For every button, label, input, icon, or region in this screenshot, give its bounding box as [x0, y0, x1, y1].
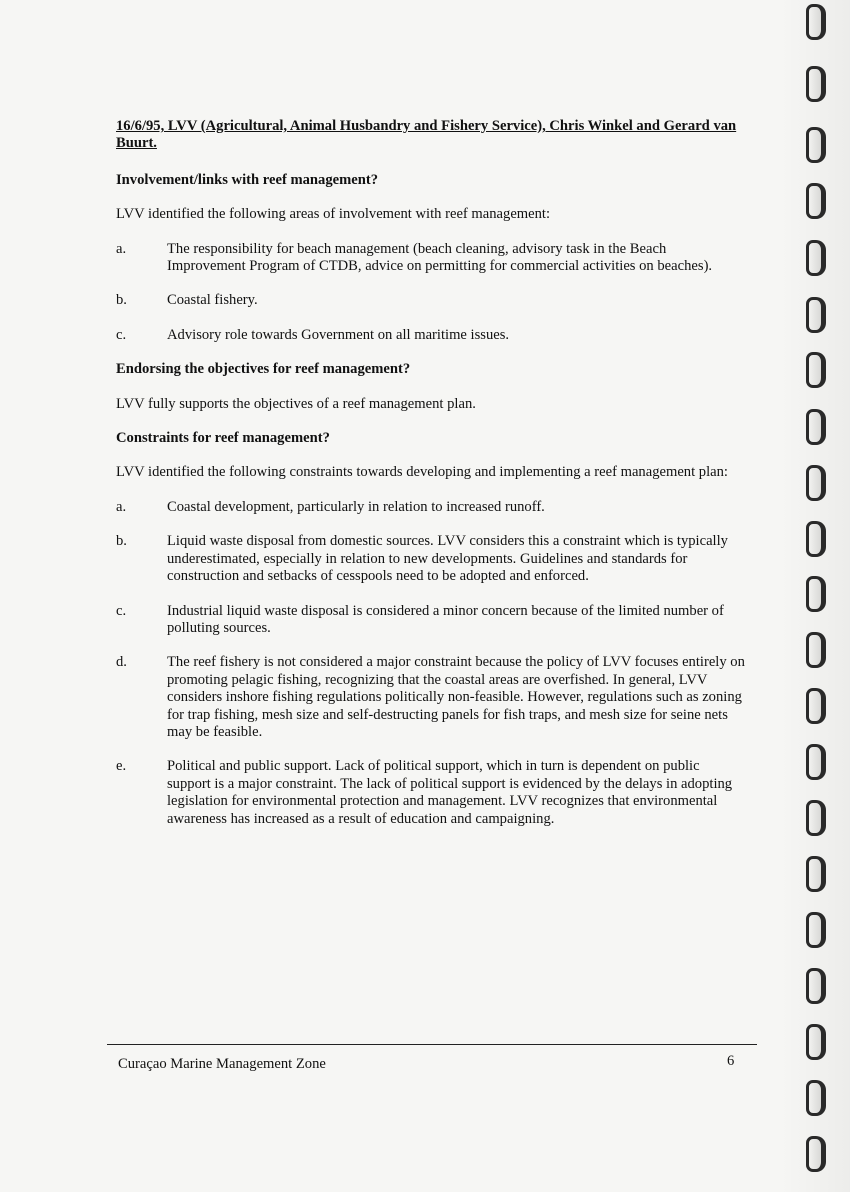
list-item — [116, 292, 746, 309]
binding-ring-icon — [806, 465, 826, 501]
involvement-list — [116, 241, 746, 345]
binding-ring-icon — [806, 688, 826, 724]
list-item-label: b. — [116, 292, 127, 309]
binding-ring-icon — [806, 800, 826, 836]
section-heading-objectives: Endorsing the objectives for reef management? — [116, 361, 411, 378]
binding-ring-icon — [806, 1080, 826, 1116]
list-item — [116, 603, 746, 638]
section-intro-involvement: LVV identified the following areas of involvement with reef management: — [116, 206, 551, 223]
list-item — [116, 327, 746, 344]
binding-ring-icon — [806, 912, 826, 948]
binding-ring-icon — [806, 127, 826, 163]
section-heading-involvement: Involvement/links with reef management? — [116, 171, 378, 188]
spiral-binding — [806, 0, 836, 1192]
list-item-text: The reef fishery is not considered a major constraint because the policy of LVV focuses entirely on promoting pelagic fishing, recognizing that the coastal areas are overfished. In general, LVV considers inshore fishing regulations politically non-feasible. However, regulations such as zoning for trap fishing, mesh size and self-destructing panels for fish traps, and mesh size for seine nets may be feasible. — [167, 654, 745, 740]
list-item-label: b. — [116, 533, 127, 550]
list-item-text: Liquid waste disposal from domestic sources. LVV considers this a constraint which is typically underestimated, especially in relation to new developments. Guidelines and standards for construction and setbacks of cesspools need to be adopted and enforced. — [167, 533, 728, 585]
binding-ring-icon — [806, 4, 826, 40]
list-item-label: d. — [116, 654, 127, 671]
list-item-text: Advisory role towards Government on all maritime issues. — [167, 326, 510, 343]
binding-ring-icon — [806, 632, 826, 668]
list-item-text: Coastal fishery. — [167, 292, 258, 309]
binding-ring-icon — [806, 576, 826, 612]
list-item — [116, 241, 746, 276]
section-intro-constraints: LVV identified the following constraints towards developing and implementing a reef management plan: — [116, 464, 728, 481]
document-body — [116, 118, 746, 845]
binding-ring-icon — [806, 521, 826, 557]
binding-ring-icon — [806, 968, 826, 1004]
binding-ring-icon — [806, 240, 826, 276]
list-item-label: c. — [116, 602, 127, 619]
footer-title: Curaçao Marine Management Zone — [118, 1056, 326, 1072]
list-item-text: Coastal development, particularly in relation to increased runoff. — [167, 498, 545, 515]
binding-ring-icon — [806, 352, 826, 388]
binding-ring-icon — [806, 744, 826, 780]
page-number: 6 — [727, 1053, 735, 1069]
section-intro-objectives: LVV fully supports the objectives of a reef management plan. — [116, 395, 476, 412]
list-item — [116, 499, 746, 516]
list-item — [116, 758, 746, 828]
document-title: 16/6/95, LVV (Agricultural, Animal Husbandry and Fishery Service), Chris Winkel and Gerard van Buurt. — [116, 118, 737, 152]
list-item-text: The responsibility for beach management (beach cleaning, advisory task in the Beach Improvement Program of CTDB, advice on permitting for commercial activities on beaches). — [167, 240, 713, 275]
binding-ring-icon — [806, 1136, 826, 1172]
list-item-label: e. — [116, 758, 127, 775]
list-item-label: c. — [116, 326, 127, 343]
list-item-text: Industrial liquid waste disposal is considered a minor concern because of the limited number of polluting sources. — [167, 602, 724, 636]
list-item — [116, 533, 746, 585]
binding-ring-icon — [806, 856, 826, 892]
list-item-label: a. — [116, 240, 127, 257]
binding-ring-icon — [806, 1024, 826, 1060]
section-heading-constraints: Constraints for reef management? — [116, 430, 330, 447]
binding-ring-icon — [806, 66, 826, 102]
binding-ring-icon — [806, 183, 826, 219]
constraints-list — [116, 499, 746, 828]
list-item-label: a. — [116, 498, 127, 515]
footer-divider — [107, 1044, 757, 1045]
binding-ring-icon — [806, 409, 826, 445]
list-item-text: Political and public support. Lack of political support, which in turn is dependent on public support is a major constraint. The lack of political support is evidenced by the delays in adopting legislation for environmental protection and management. LVV recognizes that environmental awareness has increased as a result of education and campaigning. — [167, 758, 733, 827]
list-item — [116, 654, 746, 741]
binding-ring-icon — [806, 297, 826, 333]
